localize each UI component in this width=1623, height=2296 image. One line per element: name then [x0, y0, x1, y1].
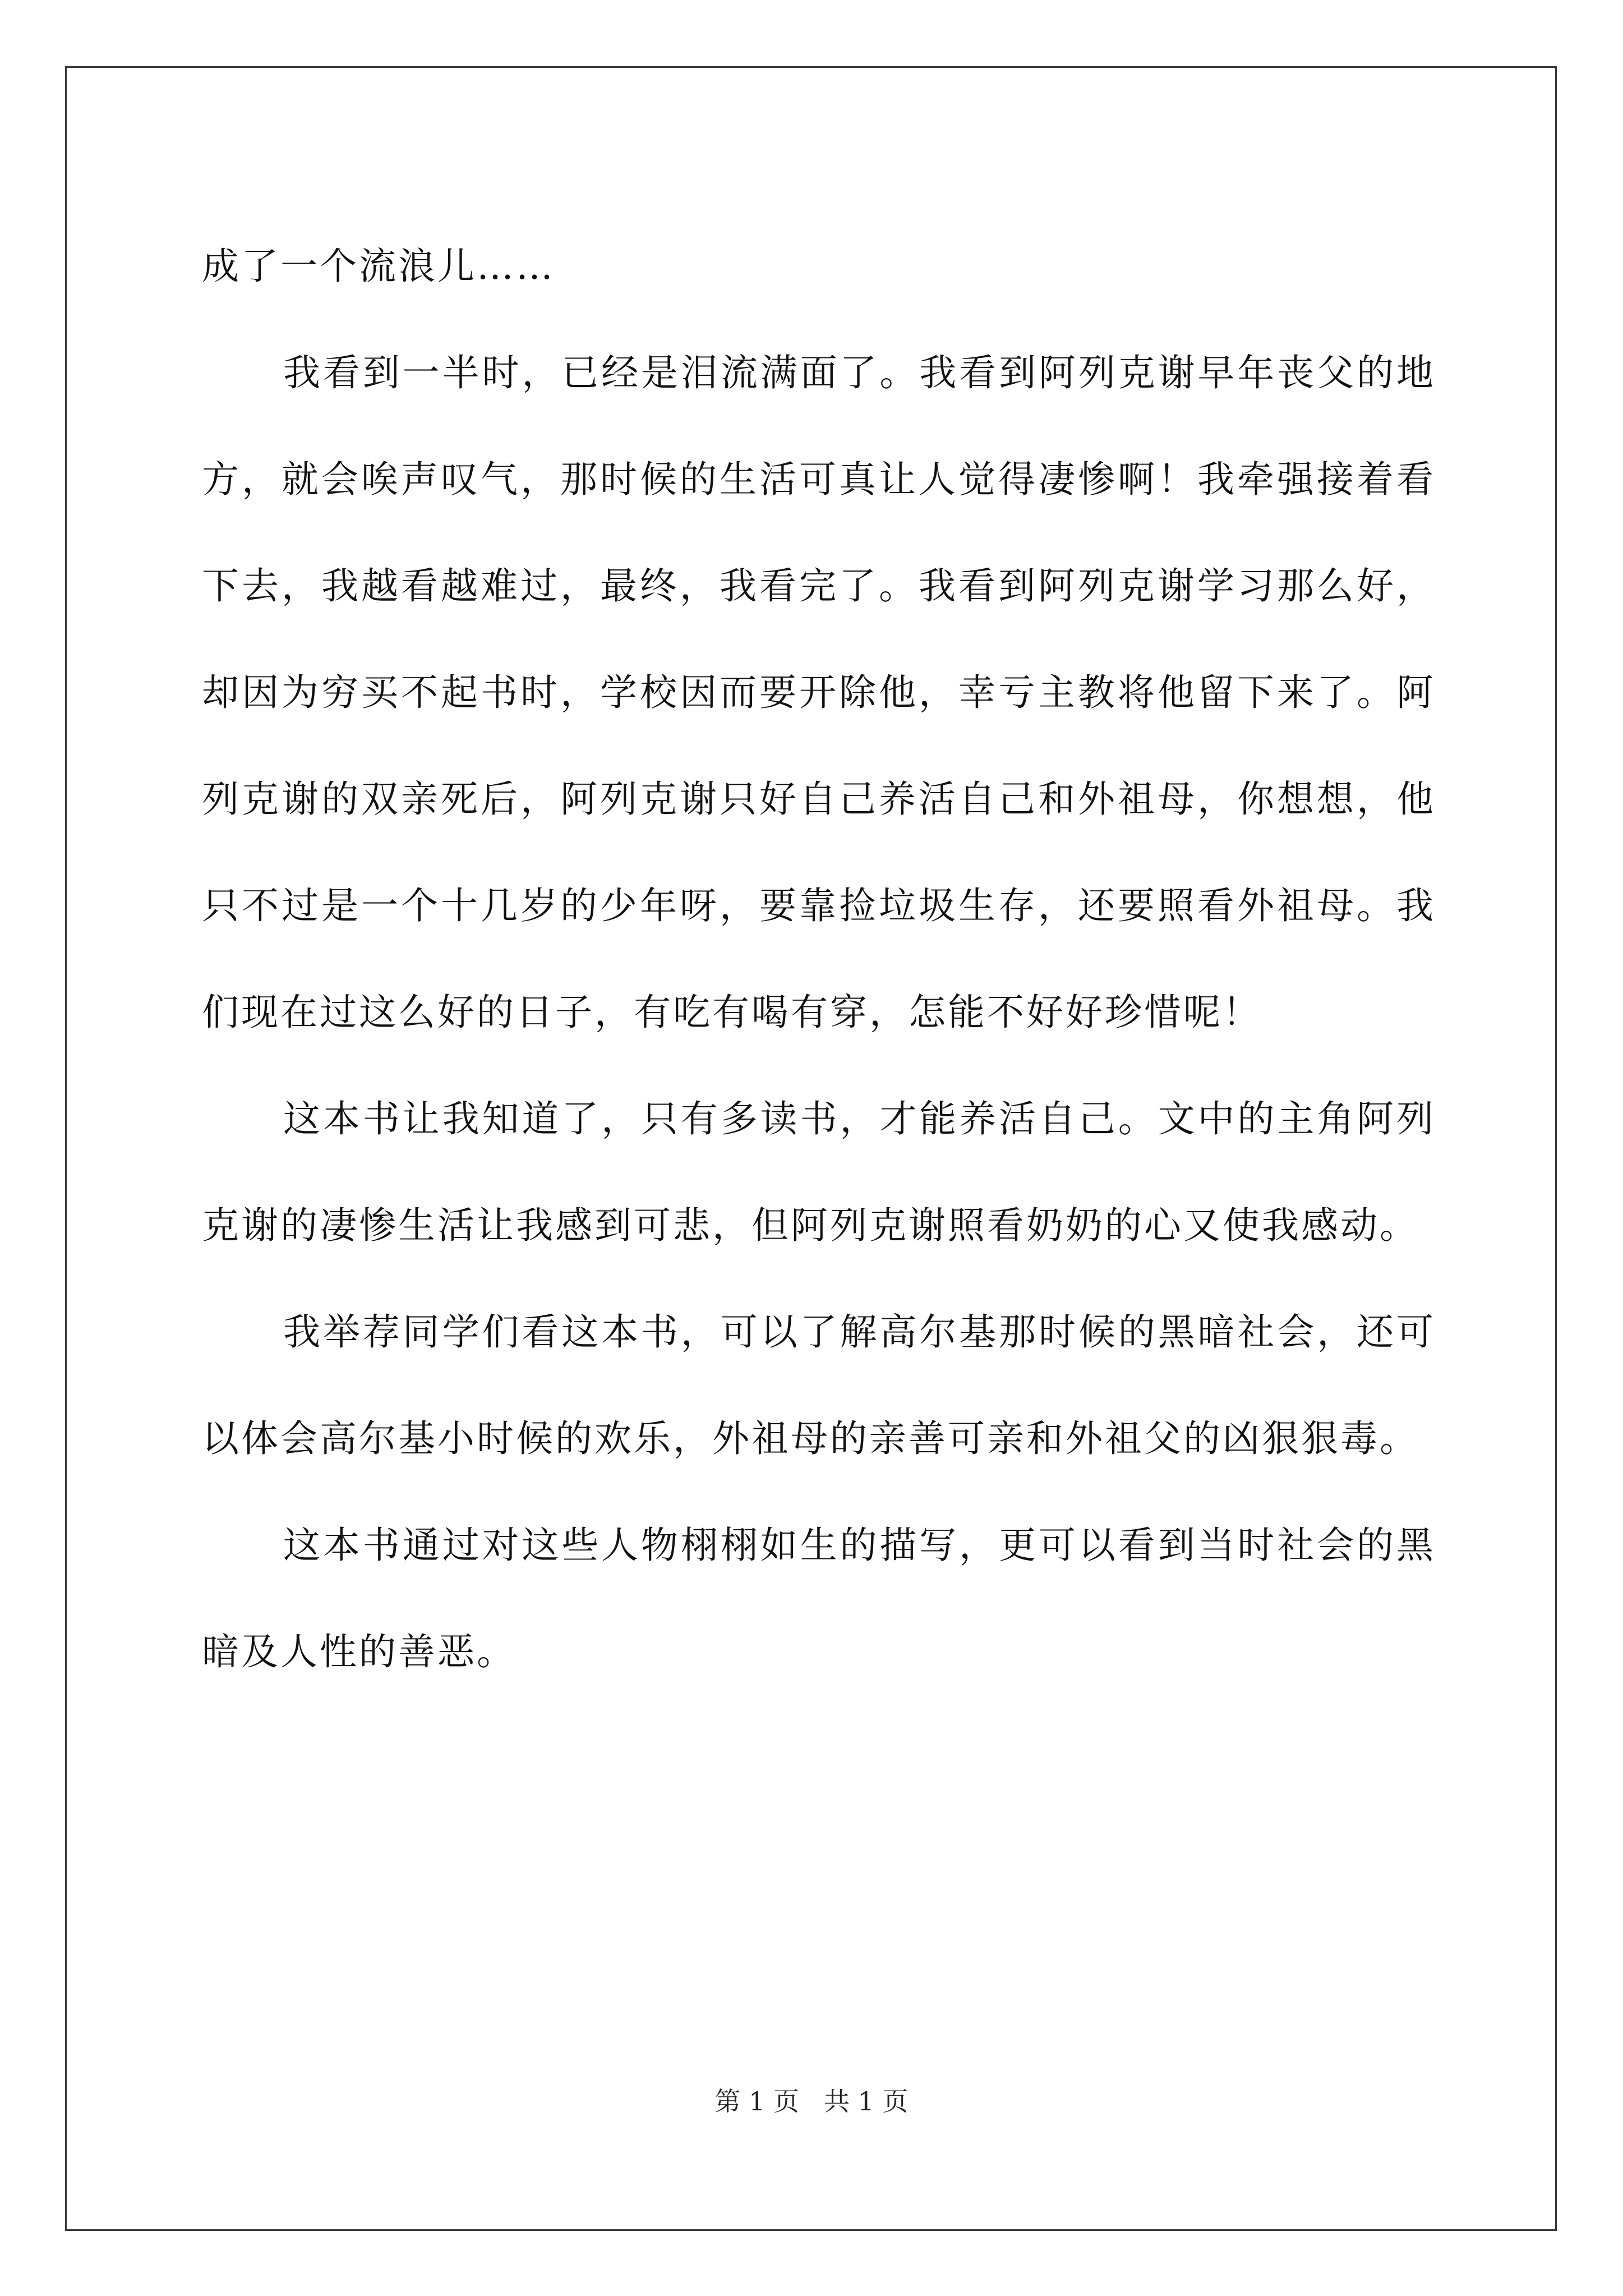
- paragraph-recommendation: 我举荐同学们看这本书，可以了解高尔基那时候的黑暗社会，还可以体会高尔基小时候的欢乐，外祖母的亲善可亲和外祖父的凶狠狠毒。: [202, 1310, 1436, 1460]
- page-number: 第 1 页: [714, 2086, 800, 2116]
- page-footer: [0, 2085, 1623, 2118]
- paragraph-continuation: 成了一个流浪儿……: [202, 245, 555, 288]
- paragraph-conclusion: 这本书通过对这些人物栩栩如生的描写，更可以看到当时社会的黑暗及人性的善恶。: [202, 1524, 1436, 1673]
- paragraph-reading-experience: 我看到一半时，已经是泪流满面了。我看到阿列克谢早年丧父的地方，就会唉声叹气，那时候的生活可真让人觉得凄惨啊！我牵强接着看下去，我越看越难过，最终，我看完了。我看到阿列克谢学习那么好，却因为穷买不起书时，学校因而要开除他，幸亏主教将他留下来了。阿列克谢的双亲死后，阿列克谢只好自己养活自己和外祖母，你想想，他只不过是一个十几岁的少年呀，要靠捡垃圾生存，还要照看外祖母。我们现在过这么好的日子，有吃有喝有穿，怎能不好好珍惜呢！: [202, 351, 1436, 1034]
- page-total: 共 1 页: [823, 2086, 909, 2116]
- paragraph-lesson: 这本书让我知道了，只有多读书，才能养活自己。文中的主角阿列克谢的凄惨生活让我感到可悲，但阿列克谢照看奶奶的心又使我感动。: [202, 1097, 1436, 1247]
- document-body: [202, 213, 1436, 1705]
